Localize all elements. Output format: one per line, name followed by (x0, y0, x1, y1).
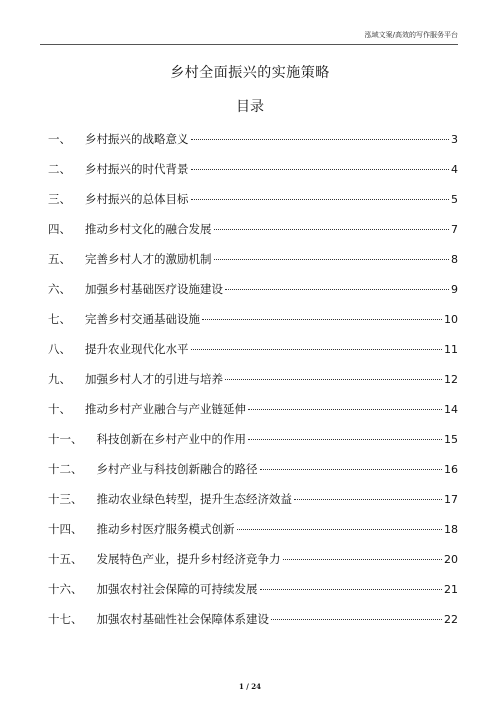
toc-dot-leader (191, 199, 450, 200)
toc-entry-label: 加强农村社会保障的可持续发展 (96, 582, 258, 596)
toc-entry[interactable] (48, 124, 458, 154)
toc-entry-number: 十一、 (48, 432, 83, 446)
toc-entry-number: 三、 (48, 192, 71, 206)
toc-dot-leader (271, 619, 442, 620)
toc-entry-page-number: 15 (444, 433, 458, 446)
toc-entry-label: 乡村产业与科技创新融合的路径 (96, 462, 258, 476)
toc-entry-page-number: 22 (444, 613, 458, 626)
toc-entry-page-number: 16 (444, 463, 458, 476)
toc-entry-number: 十二、 (48, 462, 83, 476)
toc-entry-label: 完善乡村交通基础设施 (85, 312, 200, 326)
toc-entry-number: 十七、 (48, 612, 83, 626)
toc-entry[interactable] (48, 454, 458, 484)
document-title: 乡村全面振兴的实施策略 (170, 65, 330, 81)
toc-entry-label: 加强农村基础性社会保障体系建设 (96, 612, 269, 626)
toc-dot-leader (225, 289, 449, 290)
toc-dot-leader (260, 589, 443, 590)
toc-entry[interactable] (48, 244, 458, 274)
toc-entry-number: 四、 (48, 222, 71, 236)
toc-entry-label: 科技创新在乡村产业中的作用 (96, 432, 246, 446)
toc-entry-label: 加强乡村人才的引进与培养 (85, 372, 223, 386)
toc-entry-page-number: 11 (444, 343, 458, 356)
toc-entry-page-number: 21 (444, 583, 458, 596)
toc-entry[interactable] (48, 544, 458, 574)
toc-entry-page-number: 12 (444, 373, 458, 386)
toc-entry[interactable] (48, 484, 458, 514)
toc-entry-number: 十六、 (48, 582, 83, 596)
toc-entry-page-number: 4 (451, 163, 458, 176)
toc-entry-number: 七、 (48, 312, 71, 326)
toc-entry[interactable] (48, 364, 458, 394)
toc-entry-number: 十五、 (48, 552, 83, 566)
toc-entry-number: 六、 (48, 282, 71, 296)
toc-entry[interactable] (48, 214, 458, 244)
toc-entry[interactable] (48, 184, 458, 214)
toc-entry-page-number: 9 (451, 283, 458, 296)
toc-entry[interactable] (48, 154, 458, 184)
header-brand-text: 泓域文案/高效的写作服务平台 (364, 31, 458, 39)
toc-entry-label: 推动乡村文化的融合发展 (85, 222, 212, 236)
toc-entry-label: 提升农业现代化水平 (85, 342, 189, 356)
toc-entry-label: 加强乡村基础医疗设施建设 (85, 282, 223, 296)
toc-entry-label: 乡村振兴的时代背景 (85, 162, 189, 176)
toc-dot-leader (214, 229, 450, 230)
toc-entry[interactable] (48, 424, 458, 454)
toc-dot-leader (191, 169, 450, 170)
toc-entry[interactable] (48, 394, 458, 424)
toc-entry-number: 十四、 (48, 522, 83, 536)
toc-entry-page-number: 7 (451, 223, 458, 236)
toc-dot-leader (260, 469, 443, 470)
toc-entry[interactable] (48, 304, 458, 334)
toc-entry-page-number: 5 (451, 193, 458, 206)
toc-entry-page-number: 10 (444, 313, 458, 326)
toc-entry[interactable] (48, 334, 458, 364)
toc-entry-label: 完善乡村人才的激励机制 (85, 252, 212, 266)
toc-dot-leader (283, 559, 443, 560)
toc-entry-number: 五、 (48, 252, 71, 266)
toc-dot-leader (202, 319, 442, 320)
toc-entry-number: 十、 (48, 402, 71, 416)
toc-entry-number: 八、 (48, 342, 71, 356)
toc-dot-leader (248, 409, 442, 410)
toc-dot-leader (191, 349, 443, 350)
toc-entry-page-number: 18 (444, 523, 458, 536)
toc-entry[interactable] (48, 514, 458, 544)
header-divider (40, 44, 458, 45)
toc-entry-page-number: 17 (444, 493, 458, 506)
toc-entry-label: 乡村振兴的总体目标 (85, 192, 189, 206)
toc-dot-leader (294, 499, 442, 500)
toc-entry-number: 一、 (48, 132, 71, 146)
toc-entry-page-number: 3 (451, 133, 458, 146)
toc-dot-leader (191, 139, 450, 140)
toc-entry-page-number: 20 (444, 553, 458, 566)
toc-entry-label: 推动农业绿色转型，提升生态经济效益 (96, 492, 292, 506)
toc-entry-page-number: 8 (451, 253, 458, 266)
toc-entry[interactable] (48, 274, 458, 304)
toc-entry-label: 发展特色产业，提升乡村经济竞争力 (96, 552, 281, 566)
toc-dot-leader (248, 439, 442, 440)
toc-entry-number: 九、 (48, 372, 71, 386)
toc-entry-number: 二、 (48, 162, 71, 176)
toc-entry[interactable] (48, 604, 458, 634)
toc-entry[interactable] (48, 574, 458, 604)
toc-dot-leader (237, 529, 443, 530)
toc-entry-label: 推动乡村产业融合与产业链延伸 (85, 402, 246, 416)
toc-dot-leader (225, 379, 442, 380)
page-indicator: 1 / 24 (238, 682, 262, 691)
toc-entry-label: 推动乡村医疗服务模式创新 (96, 522, 235, 536)
table-of-contents (48, 124, 458, 634)
toc-entry-number: 十三、 (48, 492, 83, 506)
toc-dot-leader (214, 259, 450, 260)
toc-entry-page-number: 14 (444, 403, 458, 416)
toc-heading: 目录 (236, 99, 264, 115)
toc-entry-label: 乡村振兴的战略意义 (85, 132, 189, 146)
